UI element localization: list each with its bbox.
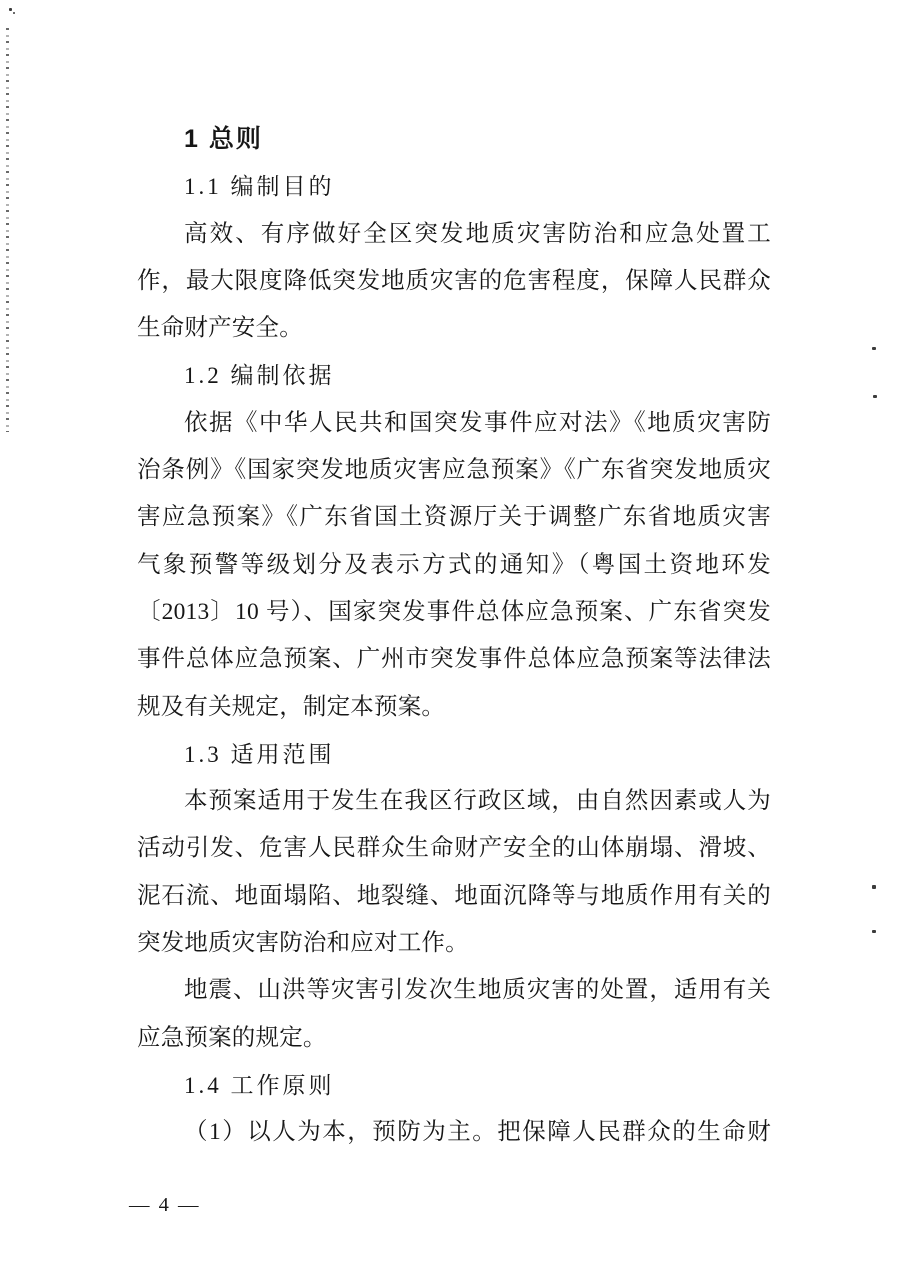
scan-speck: [872, 347, 876, 350]
text-line: 高效、有序做好全区突发地质灾害防治和应急处置工: [184, 220, 771, 247]
text-line: 依据《中华人民共和国突发事件应对法》《地质灾害防: [184, 409, 771, 436]
section-heading: 1.1 编制目的: [184, 174, 335, 200]
text-line: 事件总体应急预案、广州市突发事件总体应急预案等法律法: [137, 646, 771, 673]
scan-speck: [873, 395, 877, 398]
text-line: 地震、山洪等灾害引发次生地质灾害的处置，适用有关: [184, 977, 771, 1004]
text-line: （1）以人为本，预防为主。把保障人民群众的生命财: [184, 1119, 771, 1146]
text-line: 治条例》《国家突发地质灾害应急预案》《广东省突发地质灾: [137, 457, 771, 484]
section-heading: 1.3 适用范围: [184, 741, 335, 767]
scan-speck: [13, 12, 15, 14]
text-line: 活动引发、危害人民群众生命财产安全的山体崩塌、滑坡、: [137, 835, 771, 862]
page-number: — 4 —: [129, 1194, 201, 1216]
scan-artifact-left-edge-strip: [6, 28, 9, 432]
text-line: 泥石流、地面塌陷、地裂缝、地面沉降等与地质作用有关的: [137, 882, 771, 909]
text-line: 作，最大限度降低突发地质灾害的危害程度，保障人民群众: [137, 267, 771, 294]
section-heading: 1.2 编制依据: [184, 363, 335, 389]
scan-speck: [872, 885, 876, 889]
scan-speck: [9, 8, 12, 11]
section-heading: 1.4 工作原则: [184, 1072, 335, 1098]
text-line: 〔2013〕10 号）、国家突发事件总体应急预案、广东省突发: [137, 598, 771, 625]
text-line: 害应急预案》《广东省国土资源厅关于调整广东省地质灾害: [137, 504, 771, 531]
document-text-block: [137, 116, 771, 1157]
text-line: 应急预案的规定。: [137, 1024, 327, 1051]
text-line: 生命财产安全。: [137, 315, 303, 342]
scan-speck: [872, 930, 876, 933]
text-line: 突发地质灾害防治和应对工作。: [137, 930, 469, 957]
text-line: 规及有关规定，制定本预案。: [137, 693, 446, 720]
chapter-heading: 1 总则: [184, 125, 263, 153]
text-line: 本预案适用于发生在我区行政区域，由自然因素或人为: [184, 788, 771, 815]
text-line: 气象预警等级划分及表示方式的通知》（粤国土资地环发: [137, 551, 771, 578]
